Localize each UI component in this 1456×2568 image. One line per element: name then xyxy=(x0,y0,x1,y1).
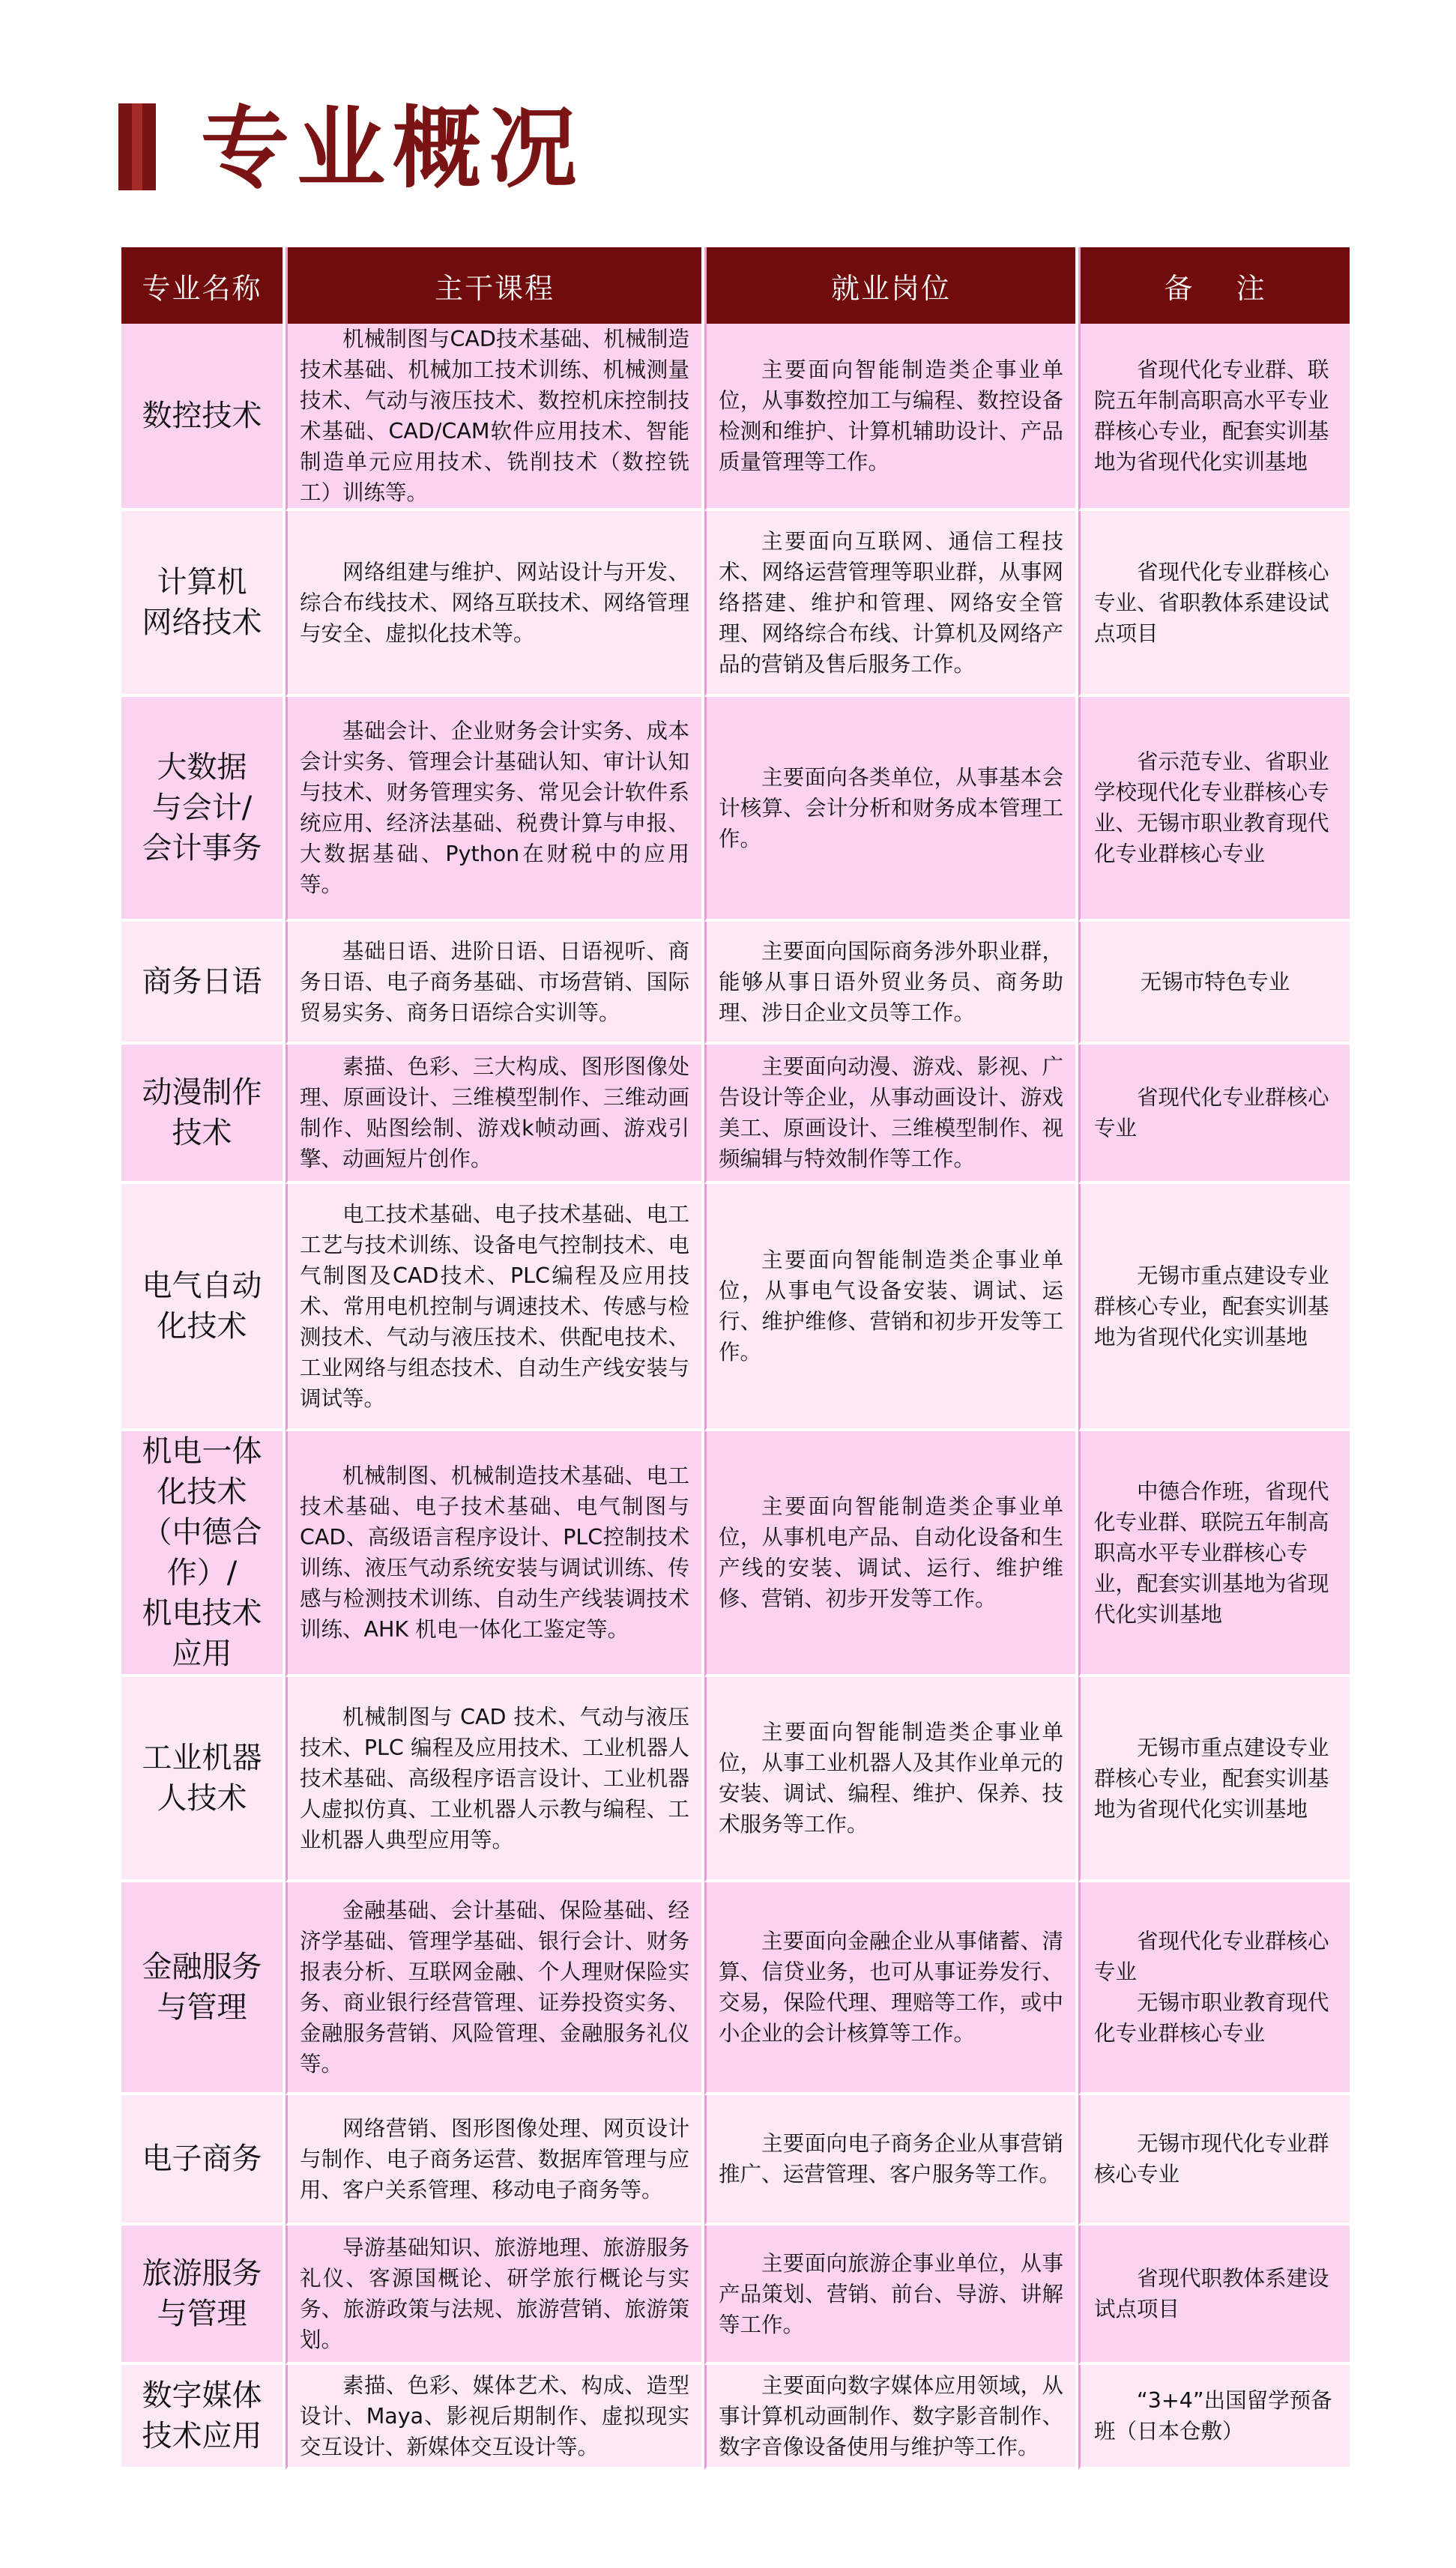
major-name-line: 计算机 xyxy=(157,565,247,599)
major-name-cell xyxy=(121,1184,283,1431)
employment-text: 主要面向金融企业从事储蓄、清算、信贷业务，也可从事证券发行、交易，保险代理、理赔等工作，或中小企业的会计核算等工作。 xyxy=(719,1929,1063,2046)
table-row xyxy=(121,1431,1350,1677)
remarks-text-2: 无锡市职业教育现代化专业群核心专业 xyxy=(1094,1990,1329,2046)
table-row xyxy=(121,1677,1350,1882)
major-name-line: 人技术 xyxy=(157,1781,247,1816)
main-courses-cell xyxy=(286,697,701,922)
major-name-cell xyxy=(121,1677,283,1882)
employment-text: 主要面向数字媒体应用领域，从事计算机动画制作、数字影音制作、数字音像设备使用与维护等工作。 xyxy=(719,2372,1063,2459)
employment-cell xyxy=(704,697,1075,922)
employment-text: 主要面向旅游企事业单位，从事产品策划、营销、前台、导游、讲解等工作。 xyxy=(719,2250,1063,2337)
remarks-text: 省现代化专业群核心专业 xyxy=(1094,1929,1329,1984)
major-name-cell xyxy=(121,922,283,1045)
major-name-line: 应用 xyxy=(172,1637,232,1671)
main-courses-cell xyxy=(286,1431,701,1677)
remarks-text: 无锡市重点建设专业群核心专业，配套实训基地为省现代化实训基地 xyxy=(1094,1263,1329,1350)
table-row xyxy=(121,1045,1350,1184)
table-header-row xyxy=(121,247,1350,324)
major-name-line: 电气自动 xyxy=(142,1269,262,1303)
remarks-text: 中德合作班，省现代化专业群、联院五年制高职高水平专业群核心专业，配套实训基地为省现代化实训基地 xyxy=(1094,1478,1329,1627)
major-name-cell xyxy=(121,511,283,697)
major-name-line: 数字媒体 xyxy=(142,2378,262,2413)
major-name-line: 与管理 xyxy=(157,1990,247,2025)
main-courses-text: 素描、色彩、三大构成、图形图像处理、原画设计、三维模型制作、三维动画制作、贴图绘制、游戏k帧动画、游戏引擎、动画短片创作。 xyxy=(300,1054,689,1171)
remarks-cell xyxy=(1078,1045,1350,1184)
employment-cell xyxy=(704,324,1075,511)
employment-cell xyxy=(704,2365,1075,2470)
employment-text: 主要面向各类单位，从事基本会计核算、会计分析和财务成本管理工作。 xyxy=(719,764,1063,851)
employment-text: 主要面向智能制造类企事业单位，从事机电产品、自动化设备和生产线的安装、调试、运行、维护维修、营销、初步开发等工作。 xyxy=(719,1494,1063,1611)
main-courses-text: 网络组建与维护、网站设计与开发、综合布线技术、网络互联技术、网络管理与安全、虚拟化技术等。 xyxy=(300,559,689,646)
main-courses-cell xyxy=(286,324,701,511)
main-courses-text: 导游基础知识、旅游地理、旅游服务礼仪、客源国概论、研学旅行概论与实务、旅游政策与法规、旅游营销、旅游策划。 xyxy=(300,2235,689,2352)
main-courses-cell xyxy=(286,511,701,697)
major-name-line: 数控技术 xyxy=(142,399,262,433)
table-row xyxy=(121,922,1350,1045)
remarks-cell xyxy=(1078,1431,1350,1677)
employment-text: 主要面向智能制造类企事业单位，从事电气设备安装、调试、运行、维护维修、营销和初步开发等工作。 xyxy=(719,1248,1063,1365)
main-courses-cell xyxy=(286,2365,701,2470)
header-employment: 就业岗位 xyxy=(704,247,1075,324)
remarks-cell xyxy=(1078,2365,1350,2470)
major-name-line: 电子商务 xyxy=(142,2142,262,2176)
major-name-cell xyxy=(121,2226,283,2365)
remarks-text: 省现代职教体系建设试点项目 xyxy=(1094,2266,1329,2321)
employment-cell xyxy=(704,1184,1075,1431)
main-courses-text: 金融基础、会计基础、保险基础、经济学基础、管理学基础、银行会计、财务报表分析、互联网金融、个人理财保险实务、商业银行经营管理、证券投资实务、金融服务营销、风险管理、金融服务礼仪等。 xyxy=(300,1898,689,2076)
main-courses-cell xyxy=(286,1882,701,2095)
main-courses-text: 网络营销、图形图像处理、网页设计与制作、电子商务运营、数据库管理与应用、客户关系管理、移动电子商务等。 xyxy=(300,2115,689,2202)
employment-text: 主要面向国际商务涉外职业群，能够从事日语外贸业务员、商务助理、涉日企业文员等工作。 xyxy=(719,938,1063,1025)
major-name-line: 技术 xyxy=(172,1116,232,1150)
remarks-text: 省现代化专业群核心专业 xyxy=(1094,1085,1329,1141)
table-row xyxy=(121,1882,1350,2095)
major-name-line: 大数据 xyxy=(157,750,247,785)
remarks-text: “3+4”出国留学预备班（日本仓敷） xyxy=(1094,2388,1332,2444)
major-name-line: 机电一体 xyxy=(142,1434,262,1469)
remarks-text: 无锡市重点建设专业群核心专业，配套实训基地为省现代化实训基地 xyxy=(1094,1735,1329,1822)
majors-table xyxy=(118,247,1353,2470)
major-name-line: 与管理 xyxy=(157,2297,247,2331)
major-name-line: 旅游服务 xyxy=(142,2256,262,2291)
major-name-line: 金融服务 xyxy=(142,1950,262,1984)
remarks-text: 省现代化专业群、联院五年制高职高水平专业群核心专业，配套实训基地为省现代化实训基地 xyxy=(1094,357,1329,474)
main-courses-text: 基础会计、企业财务会计实务、成本会计实务、管理会计基础认知、审计认知与技术、财务管理实务、常见会计软件系统应用、经济法基础、税费计算与申报、大数据基础、Python在财税中的应用等。 xyxy=(300,719,689,897)
main-courses-text: 机械制图与 CAD 技术、气动与液压技术、PLC 编程及应用技术、工业机器人技术基础、高级程序语言设计、工业机器人虚拟仿真、工业机器人示教与编程、工业机器人典型应用等。 xyxy=(300,1704,689,1852)
main-courses-cell xyxy=(286,1045,701,1184)
table-row xyxy=(121,2095,1350,2226)
main-courses-text: 基础日语、进阶日语、日语视听、商务日语、电子商务基础、市场营销、国际贸易实务、商务日语综合实训等。 xyxy=(300,938,689,1025)
remarks-cell xyxy=(1078,324,1350,511)
remarks-cell xyxy=(1078,2095,1350,2226)
table-row xyxy=(121,511,1350,697)
employment-cell xyxy=(704,511,1075,697)
table-row xyxy=(121,2226,1350,2365)
remarks-text: 无锡市特色专业 xyxy=(1140,969,1290,994)
remarks-cell xyxy=(1078,922,1350,1045)
major-name-cell xyxy=(121,1882,283,2095)
table-row xyxy=(121,324,1350,511)
header-main-courses: 主干课程 xyxy=(286,247,701,324)
remarks-cell xyxy=(1078,511,1350,697)
main-courses-cell xyxy=(286,1677,701,1882)
employment-cell xyxy=(704,1431,1075,1677)
major-name-cell xyxy=(121,2095,283,2226)
remarks-cell xyxy=(1078,697,1350,922)
remarks-text: 无锡市现代化专业群核心专业 xyxy=(1094,2131,1329,2187)
major-name-line: 技术应用 xyxy=(142,2419,262,2453)
major-name-line: 会计事务 xyxy=(142,831,262,865)
main-courses-cell xyxy=(286,2226,701,2365)
title-accent-bar xyxy=(118,103,156,190)
major-name-line: 网络技术 xyxy=(142,605,262,640)
employment-text: 主要面向电子商务企业从事营销推广、运营管理、客户服务等工作。 xyxy=(719,2131,1063,2187)
main-courses-text: 机械制图、机械制造技术基础、电工技术基础、电子技术基础、电气制图与CAD、高级语言程序设计、PLC控制技术训练、液压气动系统安装与调试训练、传感与检测技术训练、自动生产线装调技术训练、AHK 机电一体化工鉴定等。 xyxy=(300,1463,689,1642)
major-name-cell xyxy=(121,324,283,511)
main-courses-cell xyxy=(286,1184,701,1431)
employment-cell xyxy=(704,1045,1075,1184)
table-row xyxy=(121,2365,1350,2470)
employment-text: 主要面向互联网、通信工程技术、网络运营管理等职业群，从事网络搭建、维护和管理、网络安全管理、网络综合布线、计算机及网络产品的营销及售后服务工作。 xyxy=(719,528,1063,677)
major-name-line: 商务日语 xyxy=(142,964,262,999)
major-name-line: 动漫制作 xyxy=(142,1075,262,1110)
remarks-text: 省示范专业、省职业学校现代化专业群核心专业、无锡市职业教育现代化专业群核心专业 xyxy=(1094,749,1329,866)
employment-cell xyxy=(704,2095,1075,2226)
major-name-cell xyxy=(121,697,283,922)
employment-text: 主要面向智能制造类企事业单位，从事工业机器人及其作业单元的安装、调试、编程、维护、保养、技术服务等工作。 xyxy=(719,1720,1063,1837)
employment-cell xyxy=(704,1882,1075,2095)
remarks-cell xyxy=(1078,1882,1350,2095)
table-row xyxy=(121,697,1350,922)
main-courses-text: 电工技术基础、电子技术基础、电工工艺与技术训练、设备电气控制技术、电气制图及CAD技术、PLC编程及应用技术、常用电机控制与调速技术、传感与检测技术、气动与液压技术、供配电技术、工业网络与组态技术、自动生产线安装与调试等。 xyxy=(300,1201,689,1411)
employment-cell xyxy=(704,2226,1075,2365)
employment-cell xyxy=(704,922,1075,1045)
major-name-line: 化技术 xyxy=(157,1475,247,1509)
main-courses-text: 机械制图与CAD技术基础、机械制造技术基础、机械加工技术训练、机械测量技术、气动与液压技术、数控机床控制技术基础、CAD/CAM软件应用技术、智能制造单元应用技术、铣削技术（数控铣工）训练等。 xyxy=(300,327,689,505)
remarks-cell xyxy=(1078,1184,1350,1431)
header-major-name: 专业名称 xyxy=(121,247,283,324)
employment-text: 主要面向智能制造类企事业单位，从事数控加工与编程、数控设备检测和维护、计算机辅助设计、产品质量管理等工作。 xyxy=(719,357,1063,474)
table-row xyxy=(121,1184,1350,1431)
header-remarks: 备 注 xyxy=(1078,247,1350,324)
remarks-text: 省现代化专业群核心专业、省职教体系建设试点项目 xyxy=(1094,559,1329,646)
main-courses-text: 素描、色彩、媒体艺术、构成、造型设计、Maya、影视后期制作、虚拟现实交互设计、新媒体交互设计等。 xyxy=(300,2372,689,2459)
major-name-line: 化技术 xyxy=(157,1309,247,1344)
major-name-cell xyxy=(121,1045,283,1184)
employment-text: 主要面向动漫、游戏、影视、广告设计等企业，从事动画设计、游戏美工、原画设计、三维模型制作、视频编辑与特效制作等工作。 xyxy=(719,1054,1063,1171)
employment-cell xyxy=(704,1677,1075,1882)
main-courses-cell xyxy=(286,922,701,1045)
major-name-line: 机电技术 xyxy=(142,1596,262,1631)
remarks-cell xyxy=(1078,1677,1350,1882)
major-name-cell xyxy=(121,2365,283,2470)
major-name-line: 与会计/ xyxy=(151,791,253,825)
main-courses-cell xyxy=(286,2095,701,2226)
major-name-line: （中德合作）/ xyxy=(142,1515,262,1590)
page-title: 专业概况 xyxy=(201,97,585,200)
major-name-cell xyxy=(121,1431,283,1677)
major-name-line: 工业机器 xyxy=(142,1741,262,1775)
remarks-cell xyxy=(1078,2226,1350,2365)
